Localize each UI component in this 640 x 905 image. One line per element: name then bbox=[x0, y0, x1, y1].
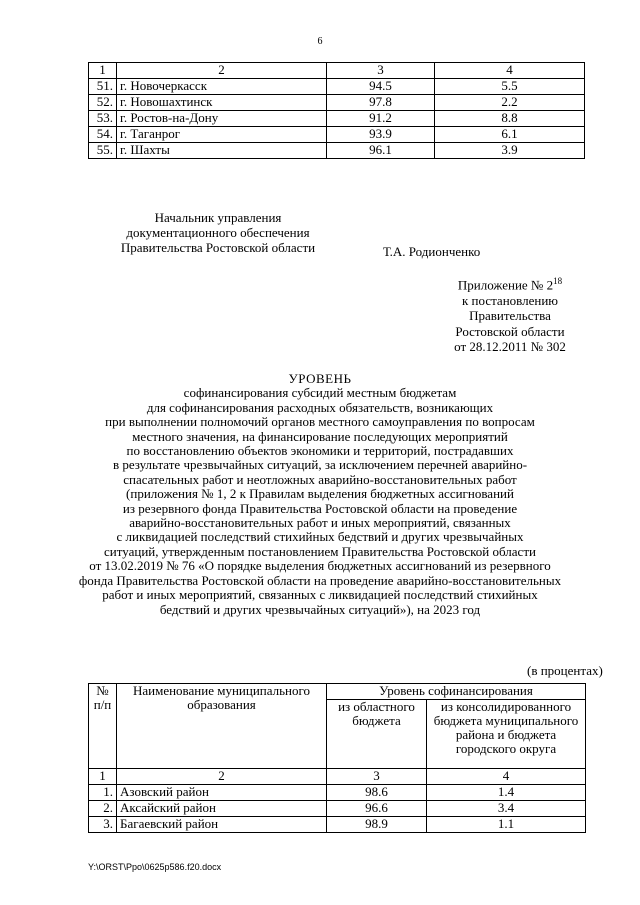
municipality-name: г. Таганрог bbox=[117, 127, 327, 143]
regional-share: 93.9 bbox=[327, 127, 435, 143]
file-path-footer: Y:\ORST\Ppo\0625p586.f20.docx bbox=[88, 862, 222, 872]
title-line: спасательных работ и неотложных аварийно-восстановительных работ bbox=[123, 471, 517, 487]
municipality-name: г. Ростов-на-Дону bbox=[117, 111, 327, 127]
table-header-row bbox=[89, 684, 586, 700]
header-cell: 1 bbox=[89, 769, 117, 785]
signatory-position-line: документационного обеспечения bbox=[126, 225, 310, 240]
appendix-line: Приложение № $2^{18}$ bbox=[457, 276, 563, 293]
row-number: 3. bbox=[89, 817, 117, 833]
title-line: работ и иных мероприятий, связанных с ликвидацией последствий стихийных bbox=[102, 587, 538, 603]
header-municipality: Наименование муниципального образования bbox=[117, 684, 327, 769]
municipality-name: г. Новошахтинск bbox=[117, 95, 327, 111]
local-share: 6.1 bbox=[435, 127, 585, 143]
signatory-position-line: Начальник управления bbox=[154, 210, 282, 225]
table-row bbox=[89, 143, 585, 159]
title-line: аварийно-восстановительных работ и иных мероприятий, связанных bbox=[129, 515, 511, 531]
title-line: (приложения № 1, 2 к Правилам выделения бюджетных ассигнований bbox=[126, 486, 514, 502]
header-regional-budget: из областного бюджета bbox=[327, 700, 427, 769]
page-number: 6 bbox=[317, 36, 323, 47]
table-row bbox=[89, 111, 585, 127]
title-heading: УРОВЕНЬ bbox=[288, 371, 352, 386]
header-number: № п/п bbox=[89, 684, 117, 769]
local-share: 1.4 bbox=[427, 785, 586, 801]
appendix-line: от 28.12.2011 № 302 bbox=[454, 339, 566, 355]
table-row bbox=[89, 817, 586, 833]
header-cell: 2 bbox=[117, 769, 327, 785]
local-share: 1.1 bbox=[427, 817, 586, 833]
row-number: 54. bbox=[89, 127, 117, 143]
signatory-name: Т.А. Родионченко bbox=[383, 244, 481, 259]
title-line: бедствий и других чрезвычайных ситуаций»), на 2023 год bbox=[159, 601, 481, 617]
regional-share: 94.5 bbox=[327, 79, 435, 95]
header-cofinancing-level: Уровень софинансирования bbox=[327, 684, 586, 700]
table-row bbox=[89, 127, 585, 143]
title-line: для софинансирования расходных обязательств, возникающих bbox=[146, 399, 494, 415]
municipal-table-continuation bbox=[88, 62, 585, 159]
row-number: 55. bbox=[89, 143, 117, 159]
title-line: софинансирования субсидий местным бюджетам bbox=[183, 385, 457, 401]
regional-share: 96.1 bbox=[327, 143, 435, 159]
header-cell: 4 bbox=[435, 63, 585, 79]
row-number: 52. bbox=[89, 95, 117, 111]
title-line: по восстановлению объектов экономики и территорий, пострадавших bbox=[126, 443, 514, 459]
row-number: 51. bbox=[89, 79, 117, 95]
title-line: из резервного фонда Правительства Ростовской области на проведение bbox=[122, 500, 518, 516]
title-line: в результате чрезвычайных ситуаций, за исключением перечней аварийно- bbox=[112, 457, 528, 473]
signatory-position bbox=[88, 210, 348, 255]
table-header-row bbox=[89, 63, 585, 79]
regional-share: 98.6 bbox=[327, 785, 427, 801]
header-cell: 3 bbox=[327, 63, 435, 79]
local-share: 3.9 bbox=[435, 143, 585, 159]
local-share: 8.8 bbox=[435, 111, 585, 127]
local-share: 2.2 bbox=[435, 95, 585, 111]
local-share: 3.4 bbox=[427, 801, 586, 817]
table-row bbox=[89, 79, 585, 95]
regional-share: 96.6 bbox=[327, 801, 427, 817]
municipality-name: г. Шахты bbox=[117, 143, 327, 159]
regional-share: 91.2 bbox=[327, 111, 435, 127]
header-cell: 3 bbox=[327, 769, 427, 785]
regional-share: 97.8 bbox=[327, 95, 435, 111]
municipality-name: Азовский район bbox=[117, 785, 327, 801]
table-row bbox=[89, 801, 586, 817]
row-number: 2. bbox=[89, 801, 117, 817]
title-line: местного значения, на финансирование последующих мероприятий bbox=[132, 428, 508, 444]
row-number: 1. bbox=[89, 785, 117, 801]
municipality-name: Багаевский район bbox=[117, 817, 327, 833]
title-line: фонда Правительства Ростовской области на проведение аварийно-восстановительных bbox=[78, 572, 562, 588]
table-header-row bbox=[89, 769, 586, 785]
header-cell: 2 bbox=[117, 63, 327, 79]
title-line: от 13.02.2019 № 76 «О порядке выделения бюджетных ассигнований из резервного bbox=[89, 558, 551, 574]
table-row bbox=[89, 95, 585, 111]
local-share: 5.5 bbox=[435, 79, 585, 95]
header-local-budget: из консолидированного бюджета муниципального района и бюджета городского округа bbox=[427, 700, 586, 769]
appendix-line: Ростовской области bbox=[455, 323, 565, 339]
title-line: ситуаций, утвержденным постановлением Правительства Ростовской области bbox=[104, 543, 536, 559]
appendix-line: к постановлению bbox=[461, 292, 559, 308]
header-cell: 4 bbox=[427, 769, 586, 785]
row-number: 53. bbox=[89, 111, 117, 127]
cofinancing-table bbox=[88, 683, 586, 833]
header-cell: 1 bbox=[89, 63, 117, 79]
municipality-name: г. Новочеркасск bbox=[117, 79, 327, 95]
municipality-name: Аксайский район bbox=[117, 801, 327, 817]
document-title bbox=[0, 372, 640, 617]
table-row bbox=[89, 785, 586, 801]
regional-share: 98.9 bbox=[327, 817, 427, 833]
title-line: с ликвидацией последствий стихийных бедствий и других чрезвычайных bbox=[116, 529, 524, 545]
signatory-position-line: Правительства Ростовской области bbox=[120, 240, 316, 255]
appendix-superscript: 18 bbox=[553, 276, 563, 286]
appendix-line: Правительства bbox=[469, 308, 551, 324]
title-line: при выполнении полномочий органов местного самоуправления по вопросам bbox=[105, 414, 535, 430]
appendix-reference bbox=[420, 274, 600, 355]
units-note: (в процентах) bbox=[527, 663, 603, 678]
